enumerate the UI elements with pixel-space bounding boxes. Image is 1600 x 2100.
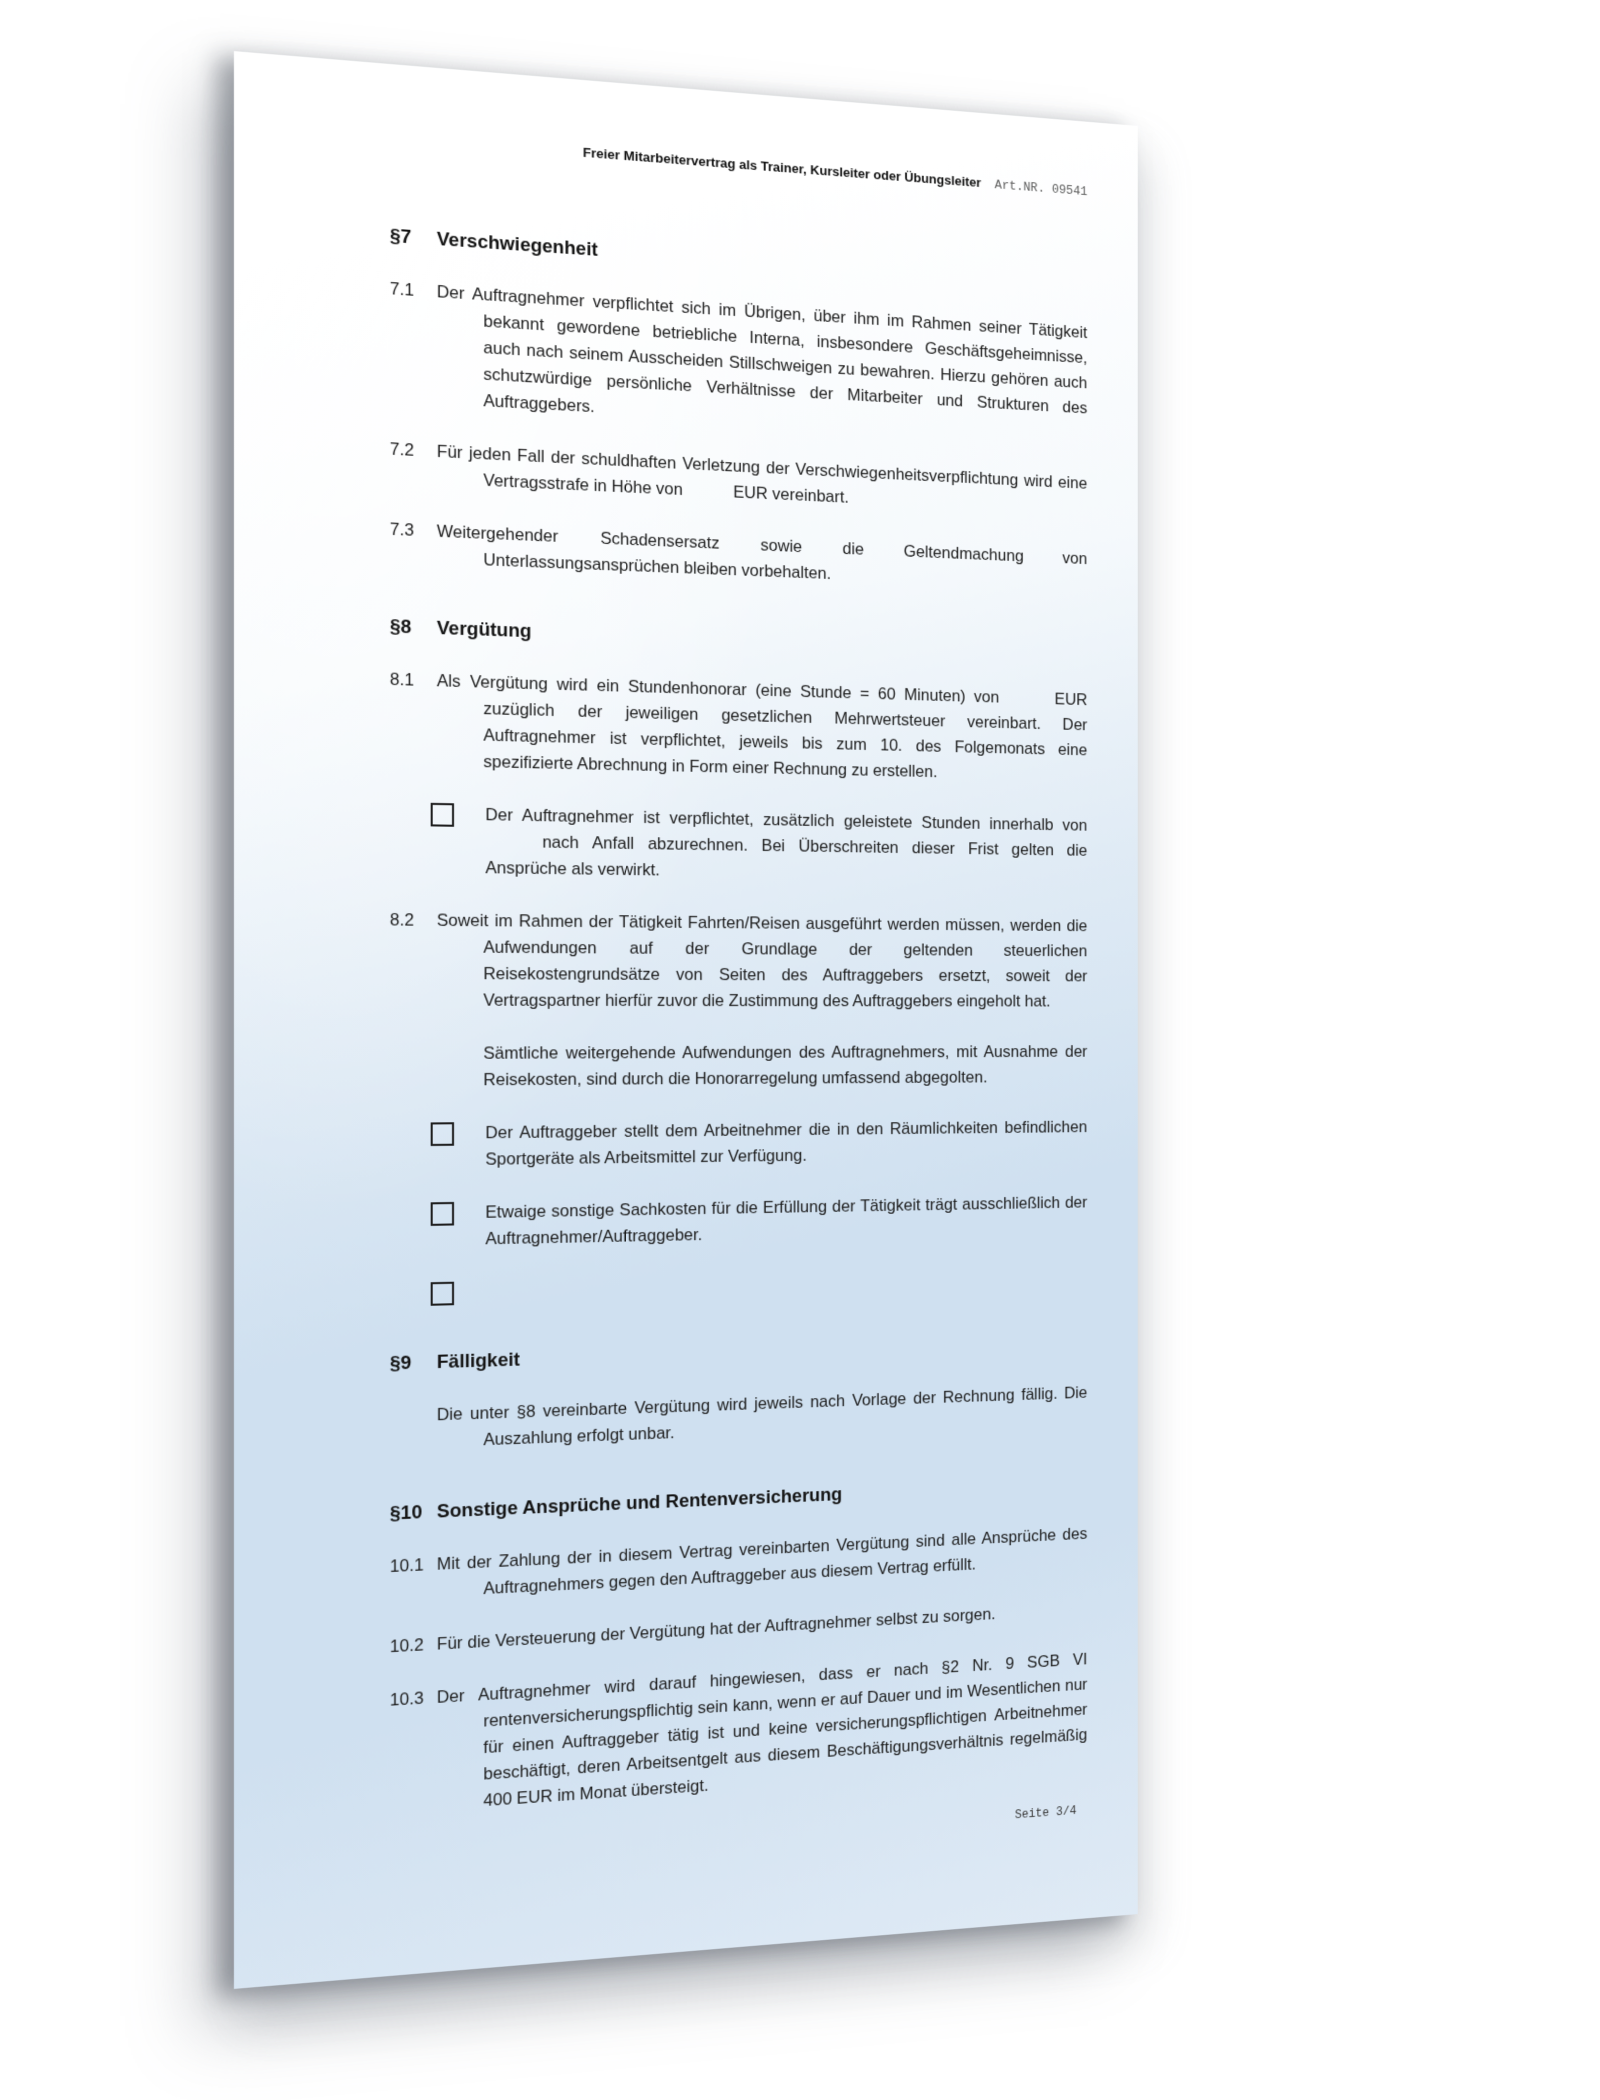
checkbox[interactable] [431, 1282, 454, 1306]
clause-10-1-number: 10.1 [389, 1555, 424, 1577]
section-10-heading [342, 1473, 1087, 1529]
clause-10-3-number: 10.3 [389, 1688, 424, 1710]
clause-8-1-number: 8.1 [389, 669, 414, 690]
clause-10-1-text: Mit der Zahlung der in diesem Vertrag vereinbarten Vergütung sind alle Ansprüche des Auftragnehmers gegen den Auftraggeber aus diesem Vertrag erfüllt. [436, 1524, 1088, 1599]
checkbox[interactable] [431, 1122, 454, 1146]
checkbox[interactable] [431, 1202, 454, 1226]
clause-10-3 [342, 1647, 1087, 1824]
document-title: Freier Mitarbeitervertrag als Trainer, Kursleiter oder Übungsleiter [582, 144, 982, 191]
section-7-title: Verschwiegenheit [436, 228, 598, 261]
clause-7-2-text: Für jeden Fall der schuldhaften Verletzung der Verschwiegenheitsverpflichtung wird eine Vertragsstrafe in Höhe von EUR vereinbart. [436, 441, 1088, 507]
checkbox-label [485, 1265, 1087, 1302]
clause-8-2-text: Soweit im Rahmen der Tätigkeit Fahrten/Reisen ausgeführt werden müssen, werden die Aufwendungen auf der Grundlage der geltenden steuerlichen Reisekostengrundsätze von Seiten des Auftraggebers ersetzt, soweit der Vertragspartner hierfür zuvor die Zustimmung des Auftraggebers eingeholt hat. [436, 910, 1088, 1011]
clause-10-2-number: 10.2 [389, 1634, 424, 1657]
checkbox-option-costs [390, 1190, 1088, 1254]
checkbox-option-equipment [390, 1115, 1088, 1175]
section-8-number: §8 [389, 616, 412, 639]
clause-9-body [342, 1380, 1087, 1458]
checkbox-option-overtime [390, 800, 1088, 889]
page-content [234, 51, 1138, 1989]
clause-7-3-text: Weitergehender Schadensersatz sowie die Geltendmachung von Unterlassungsansprüchen bleiben vorbehalten. [436, 521, 1088, 583]
document-page [234, 51, 1138, 1989]
checkbox-label: Der Auftragnehmer ist verpflichtet, zusätzlich geleistete Stunden innerhalb von nach Anfall abzurechnen. Bei Überschreiten dieser Frist gelten die Ansprüche als verwirkt. [485, 804, 1088, 880]
section-10 [390, 1473, 1088, 1821]
checkbox-label: Der Auftraggeber stellt dem Arbeitnehmer die in den Räumlichkeiten befindlichen Sportgeräte als Arbeitsmittel zur Verfügung. [485, 1117, 1088, 1169]
clause-9-text: Die unter §8 vereinbarte Vergütung wird jeweils nach Vorlage der Rechnung fällig. Die Auszahlung erfolgt unbar. [436, 1383, 1088, 1450]
clause-8-2-number: 8.2 [389, 910, 414, 930]
clause-10-3-text: Der Auftragnehmer wird darauf hingewiesen, dass er nach §2 Nr. 9 SGB VI rentenversicherungspflichtig sein kann, wenn er auf Dauer und im Wesentlichen nur für einen Auftraggeber tätig ist und keine versicherungspflichtigen Arbeitnehmer beschäftigt, deren Arbeitsentgelt aus diesem Beschäftigungsverhältnis regelmäßig 400 EUR im Monat übersteigt. [436, 1649, 1088, 1811]
clause-7-2 [342, 434, 1087, 522]
section-10-title: Sonstige Ansprüche und Rentenversicherung [436, 1484, 843, 1523]
section-9 [390, 1332, 1088, 1457]
section-7 [390, 224, 1088, 597]
section-8-heading [342, 613, 1087, 662]
clause-7-3 [342, 514, 1087, 597]
section-9-heading [342, 1332, 1087, 1378]
clause-7-1-text: Der Auftragnehmer verpflichtet sich im Übrigen, über ihm im Rahmen seiner Tätigkeit bekannt gewordene betriebliche Interna, insbesondere Geschäftsgeheimnisse, auch nach seinem Ausscheiden Stillschweigen zu bewahren. Hierzu gehören auch schutzwürdige persönliche Verhältnisse der Mitarbeiter und Strukturen des Auftraggebers. [436, 281, 1088, 418]
clause-7-2-number: 7.2 [389, 439, 414, 460]
article-number: Art.NR. 09541 [994, 177, 1088, 200]
section-8-title: Vergütung [436, 617, 532, 643]
clause-8-1 [342, 665, 1087, 788]
clause-7-3-number: 7.3 [389, 519, 414, 540]
clause-7-1-number: 7.1 [389, 278, 414, 300]
clause-7-1 [342, 273, 1087, 447]
clause-10-2-text: Für die Versteuerung der Vergütung hat der Auftragnehmer selbst zu sorgen. [436, 1604, 996, 1654]
section-9-number: §9 [389, 1352, 412, 1375]
checkbox[interactable] [431, 803, 454, 827]
clause-8-2-subtext: Sämtliche weitergehende Aufwendungen des Auftragnehmers, mit Ausnahme der Reisekosten, sind durch die Honorarregelung umfassend abgegolten. [483, 1042, 1088, 1090]
clause-8-2 [342, 906, 1087, 1014]
section-9-title: Fälligkeit [436, 1349, 520, 1374]
checkbox-label: Etwaige sonstige Sachkosten für die Erfüllung der Tätigkeit trägt ausschließlich der Auftragnehmer/Auftraggeber. [485, 1192, 1088, 1249]
section-8 [390, 615, 1088, 1307]
document-header [390, 124, 1088, 205]
clause-10-1 [342, 1521, 1087, 1609]
section-7-number: §7 [389, 225, 412, 249]
clause-8-1-text: Als Vergütung wird ein Stundenhonorar (eine Stunde = 60 Minuten) von EUR zuzüglich der jeweiligen gesetzlichen Mehrwertsteuer vereinbart. Der Auftragnehmer ist verpflichtet, jeweils bis zum 10. des Folgemonats eine spezifizierte Abrechnung in Form einer Rechnung zu erstellen. [436, 670, 1088, 782]
section-10-number: §10 [389, 1501, 423, 1525]
checkbox-option-empty [390, 1265, 1088, 1306]
page-number: Seite 3/4 [1014, 1804, 1077, 1823]
